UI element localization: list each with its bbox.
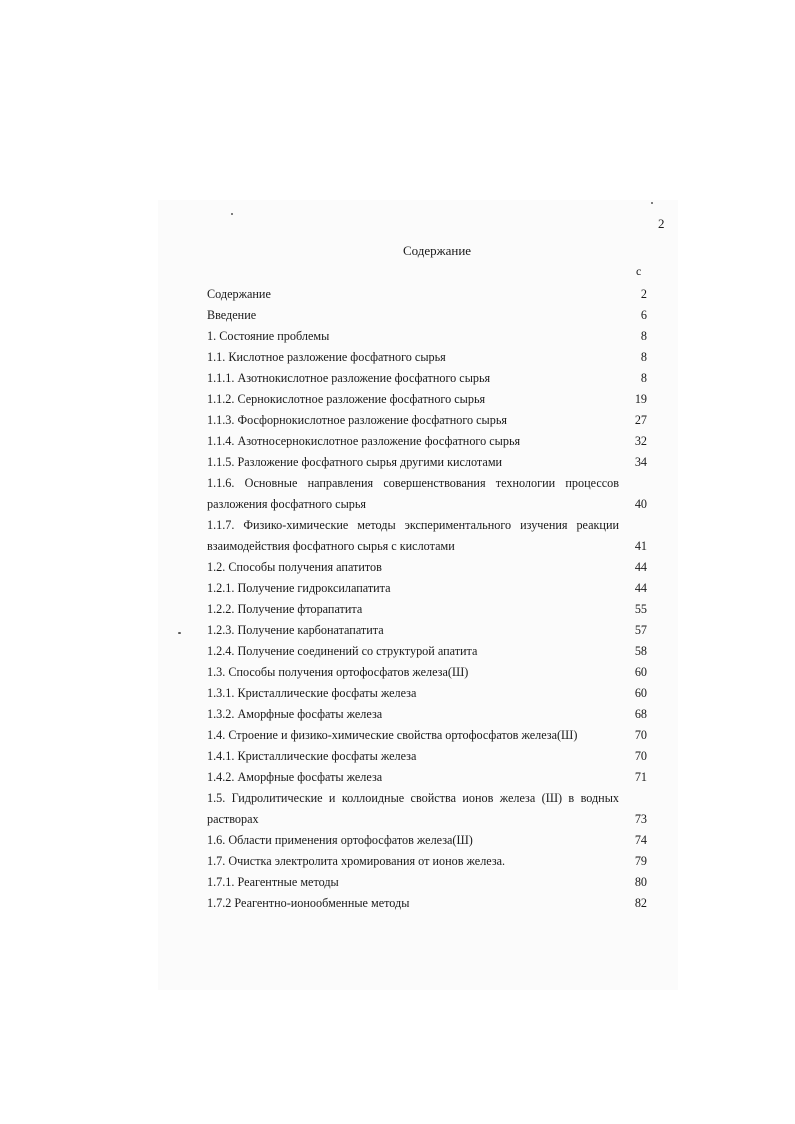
toc-entry: [207, 473, 647, 515]
toc-entry-label: 1.3.1. Кристаллические фосфаты железа: [207, 686, 417, 700]
toc-entry-label: 1.4. Строение и физико-химические свойства ортофосфатов железа(Ш): [207, 728, 578, 742]
toc-entry-label: 1.2.3. Получение карбонатапатита: [207, 623, 384, 637]
toc-entry-label: 1.2.1. Получение гидроксилапатита: [207, 581, 391, 595]
toc-entry: [207, 830, 647, 851]
toc-entry: [207, 431, 647, 452]
toc-entry-page: 8: [640, 371, 647, 385]
toc-entry-label: Содержание: [207, 287, 271, 301]
toc-entry-label: 1.4.1. Кристаллические фосфаты железа: [207, 749, 417, 763]
toc-entry-page: 55: [634, 602, 647, 616]
toc-entry-page: 57: [634, 623, 647, 637]
toc-entry-page: 8: [640, 329, 647, 343]
toc-entry-label: 1.3.2. Аморфные фосфаты железа: [207, 707, 383, 721]
toc-entry: [207, 599, 647, 620]
toc-entry-page: 2: [640, 287, 647, 301]
toc-entry: [207, 872, 647, 893]
toc-entry-label-line2: разложения фосфатного сырья: [207, 497, 367, 511]
toc-entry-label: 1.2. Способы получения апатитов: [207, 560, 382, 574]
toc-entry-label-line2: взаимодействия фосфатного сырья с кислотами: [207, 539, 455, 553]
toc-entry-page: 82: [634, 896, 647, 910]
toc-entry-label-line1: 1.1.6. Основные направления совершенствования технологии процессов: [207, 476, 619, 490]
toc-entry-label: Введение: [207, 308, 257, 322]
toc-entry-label: 1.6. Области применения ортофосфатов железа(Ш): [207, 833, 473, 847]
toc-entry: [207, 746, 647, 767]
toc-entry-page: 79: [634, 854, 647, 868]
toc-entry-page: 44: [634, 581, 647, 595]
toc-entry-label: 1.4.2. Аморфные фосфаты железа: [207, 770, 383, 784]
toc-entry-page: 80: [634, 875, 647, 889]
toc-entry-page: 40: [634, 497, 647, 511]
toc-entry-label: 1.1.1. Азотнокислотное разложение фосфатного сырья: [207, 371, 491, 385]
toc-entry-label-line2: растворах: [207, 812, 259, 826]
toc-entry: [207, 683, 647, 704]
toc-entry-label: 1.2.4. Получение соединений со структурой апатита: [207, 644, 478, 658]
toc-entry-page: 19: [634, 392, 647, 406]
toc-entry-page: 60: [634, 686, 647, 700]
toc-entry-label: 1.7.1. Реагентные методы: [207, 875, 339, 889]
toc-entry-label-line1: 1.5. Гидролитические и коллоидные свойства ионов железа (Ш) в водных: [207, 791, 619, 805]
toc-entry: [207, 725, 647, 746]
toc-entry-page: 58: [634, 644, 647, 658]
scan-speck: [231, 213, 233, 215]
toc-entry: [207, 662, 647, 683]
toc-entry-label: 1.7. Очистка электролита хромирования от ионов железа.: [207, 854, 506, 868]
toc-entry-page: 70: [634, 728, 647, 742]
toc-entry-label: 1.3. Способы получения ортофосфатов железа(Ш): [207, 665, 469, 679]
toc-entry-label: 1.7.2 Реагентно-ионообменные методы: [207, 896, 410, 910]
toc-entry: [207, 767, 647, 788]
toc-entry: [207, 578, 647, 599]
toc-entry-page: 71: [634, 770, 647, 784]
toc-entry-page: 34: [634, 455, 647, 469]
toc-entry: [207, 641, 647, 662]
toc-entry: [207, 893, 647, 914]
toc-entry-label: 1.1.2. Сернокислотное разложение фосфатного сырья: [207, 392, 486, 406]
toc-entry-label: 1.1.4. Азотносернокислотное разложение фосфатного сырья: [207, 434, 521, 448]
toc-entry-label: 1.1.5. Разложение фосфатного сырья другими кислотами: [207, 455, 503, 469]
toc-entry: [207, 557, 647, 578]
toc-entry: [207, 788, 647, 830]
toc-entry: [207, 620, 647, 641]
page-column-header: с: [636, 264, 642, 278]
toc-entry-label: 1.1. Кислотное разложение фосфатного сырья: [207, 350, 446, 364]
toc-entry-label: 1.2.2. Получение фторапатита: [207, 602, 363, 616]
toc-entry: [207, 452, 647, 473]
toc-entry: [207, 704, 647, 725]
toc-entry-page: 70: [634, 749, 647, 763]
toc-entry-page: 60: [634, 665, 647, 679]
toc-entry-page: 32: [634, 434, 647, 448]
toc-entry-label-line1: 1.1.7. Физико-химические методы экспериментального изучения реакции: [207, 518, 619, 532]
toc-entry-page: 44: [634, 560, 647, 574]
toc-entry-page: 41: [634, 539, 647, 553]
toc-entry: [207, 347, 647, 368]
toc-entry: [207, 326, 647, 347]
page-title: Содержание: [402, 243, 472, 258]
toc-entry: [207, 410, 647, 431]
table-of-contents: [207, 284, 647, 914]
toc-entry-page: 6: [640, 308, 647, 322]
toc-entry-page: 73: [634, 812, 647, 826]
toc-entry: [207, 389, 647, 410]
page-number: 2: [658, 216, 665, 231]
toc-entry-page: 27: [634, 413, 647, 427]
toc-entry: [207, 515, 647, 557]
toc-entry: [207, 851, 647, 872]
toc-entry: [207, 284, 647, 305]
toc-entry-page: 8: [640, 350, 647, 364]
scan-speck: [651, 202, 653, 204]
toc-entry: [207, 368, 647, 389]
scan-speck: [178, 632, 181, 634]
toc-entry: [207, 305, 647, 326]
toc-entry-page: 74: [634, 833, 647, 847]
toc-entry-label: 1. Состояние проблемы: [207, 329, 330, 343]
toc-entry-label: 1.1.3. Фосфорнокислотное разложение фосфатного сырья: [207, 413, 508, 427]
toc-entry-page: 68: [634, 707, 647, 721]
